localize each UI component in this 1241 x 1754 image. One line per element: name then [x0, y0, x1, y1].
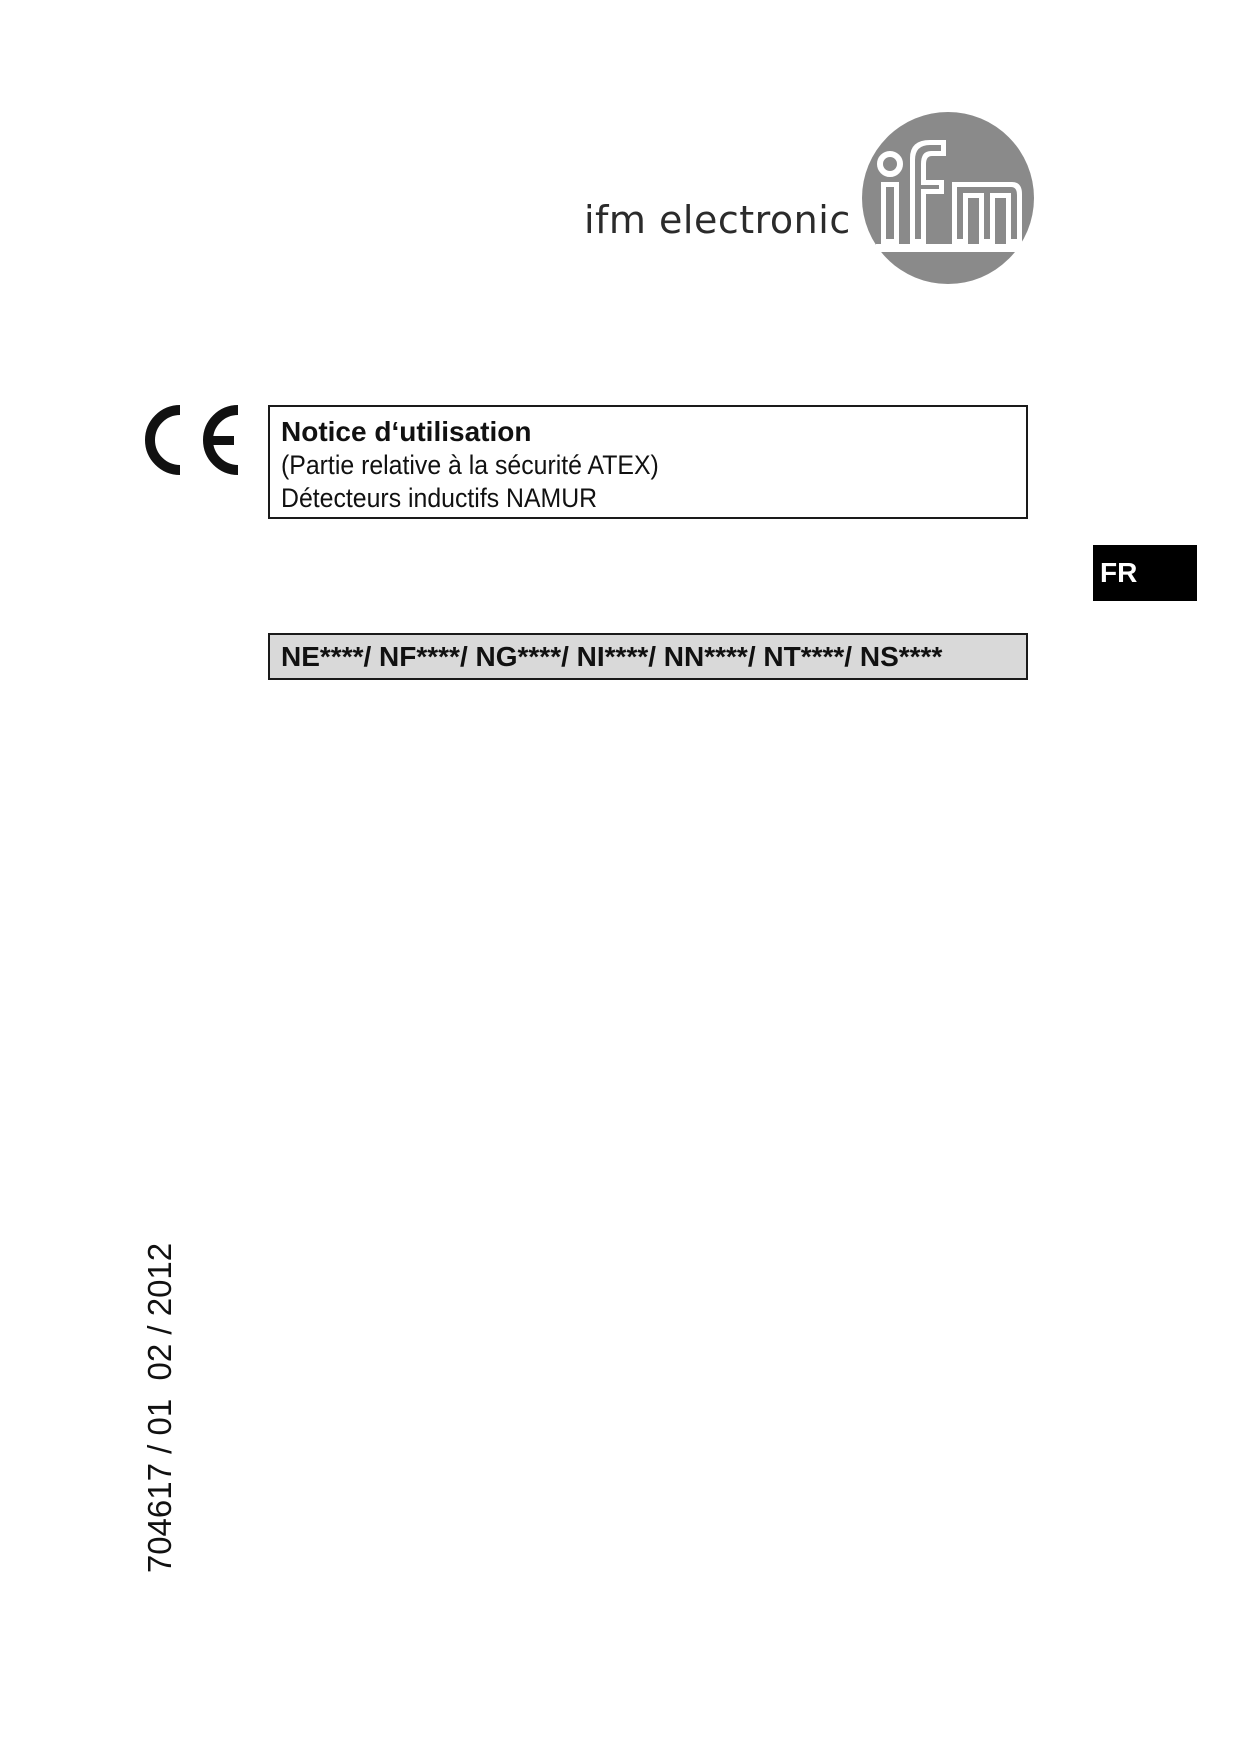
model-list: NE****/ NF****/ NG****/ NI****/ NN****/ NT****/ NS**** [268, 633, 1028, 680]
language-tab: FR [1093, 545, 1197, 601]
ce-mark-icon [142, 404, 242, 476]
title-box [268, 405, 1028, 519]
product-description: Détecteurs inductifs NAMUR [281, 483, 598, 513]
ifm-logo [860, 110, 1036, 286]
document-subtitle: (Partie relative à la sécurité ATEX) [281, 450, 659, 480]
brand-name: ifm electronic [584, 198, 851, 242]
document-title: Notice d‘utilisation [281, 416, 532, 447]
document-number: 704617 / 01 02 / 2012 [141, 1242, 178, 1574]
